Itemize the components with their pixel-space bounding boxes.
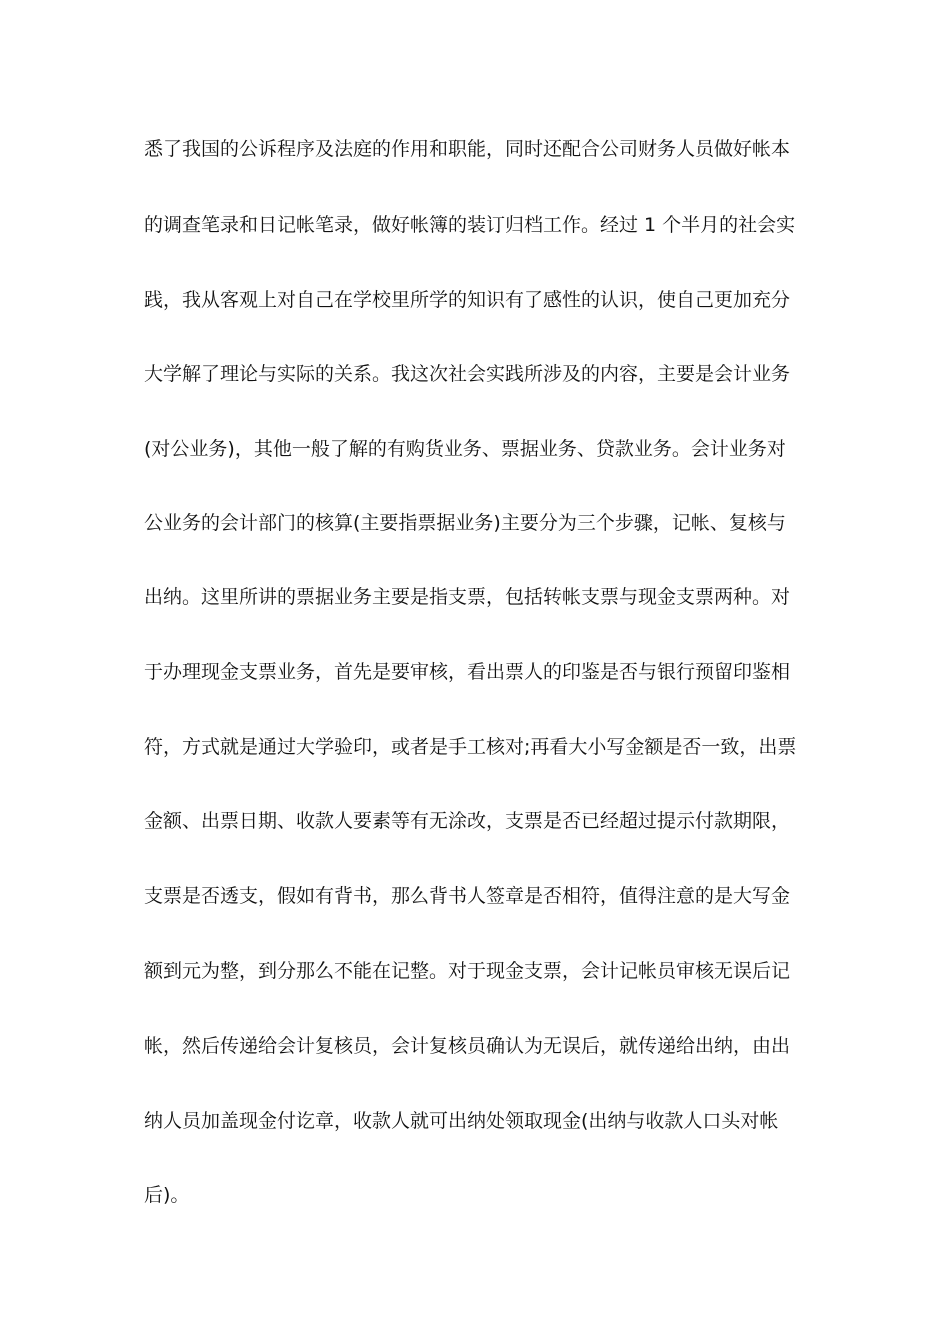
paragraph-line: 纳人员加盖现金付讫章，收款人就可出纳处领取现金(出纳与收款人口头对帐 [144,1110,779,1132]
paragraph-line: 大学解了理论与实际的关系。我这次社会实践所涉及的内容，主要是会计业务 [144,363,791,385]
paragraph-line: 悉了我国的公诉程序及法庭的作用和职能，同时还配合公司财务人员做好帐本 [144,138,791,160]
paragraph-line: 后)。 [144,1184,190,1206]
paragraph-line: 的调查笔录和日记帐笔录，做好帐簿的装订归档工作。经过 1 个半月的社会实 [144,214,796,236]
paragraph-line: (对公业务)，其他一般了解的有购货业务、票据业务、贷款业务。会计业务对 [144,438,786,460]
paragraph-line: 金额、出票日期、收款人要素等有无涂改，支票是否已经超过提示付款期限， [144,810,791,832]
paragraph-line: 出纳。这里所讲的票据业务主要是指支票，包括转帐支票与现金支票两种。对 [144,586,791,608]
paragraph-line: 践，我从客观上对自己在学校里所学的知识有了感性的认识，使自己更加充分 [144,289,791,311]
paragraph-line: 公业务的会计部门的核算(主要指票据业务)主要分为三个步骤，记帐、复核与 [144,512,786,534]
paragraph-line: 额到元为整，到分那么不能在记整。对于现金支票，会计记帐员审核无误后记 [144,960,791,982]
paragraph-line: 帐，然后传递给会计复核员，会计复核员确认为无误后，就传递给出纳，由出 [144,1035,791,1057]
paragraph-line: 符，方式就是通过大学验印，或者是手工核对;再看大小写金额是否一致，出票 [144,736,797,758]
paragraph-line: 支票是否透支，假如有背书，那么背书人签章是否相符，值得注意的是大写金 [144,885,791,907]
paragraph-line: 于办理现金支票业务，首先是要审核，看出票人的印鉴是否与银行预留印鉴相 [144,661,791,683]
